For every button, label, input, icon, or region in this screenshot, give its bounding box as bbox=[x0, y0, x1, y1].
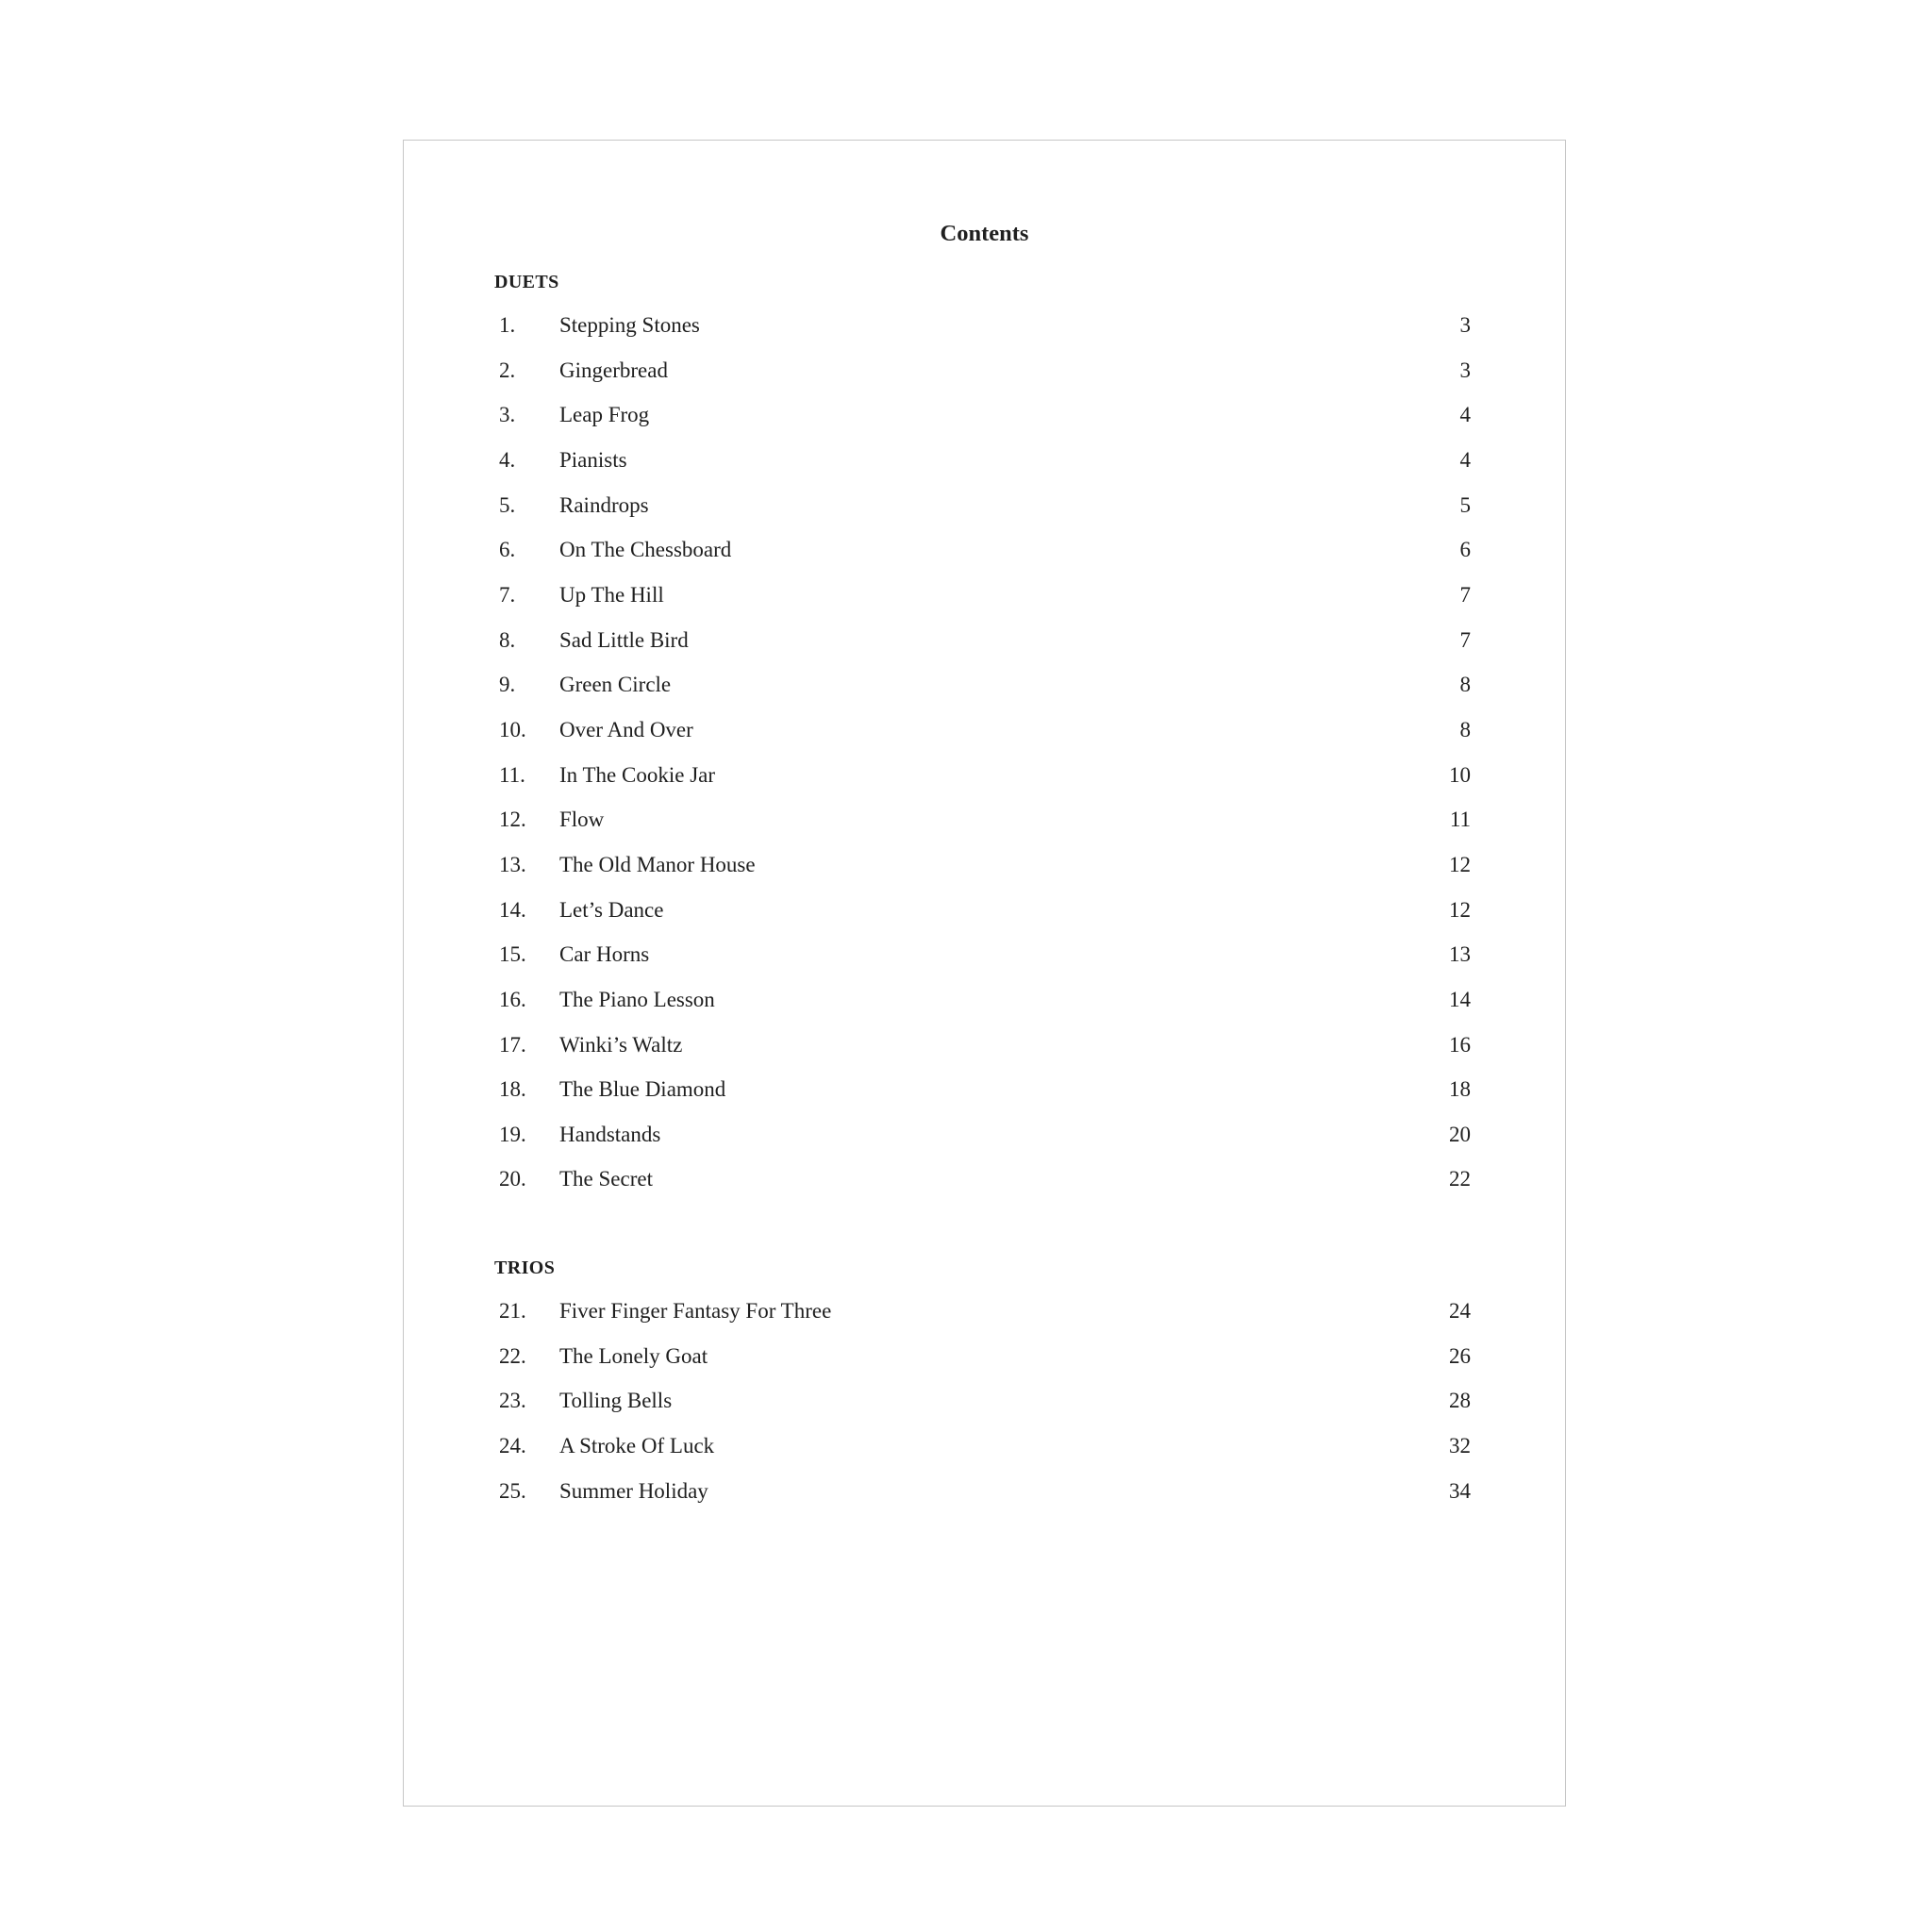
toc-entry-title: The Blue Diamond bbox=[559, 1077, 726, 1102]
toc-number: 24. bbox=[499, 1434, 526, 1458]
toc-entry-title: Raindrops bbox=[559, 492, 649, 517]
toc-row bbox=[494, 618, 1471, 663]
toc-row bbox=[494, 977, 1471, 1023]
toc-row bbox=[494, 708, 1471, 753]
toc-number: 22. bbox=[499, 1343, 526, 1368]
toc-entry-title: The Lonely Goat bbox=[559, 1343, 708, 1368]
toc-page-number: 8 bbox=[1459, 717, 1471, 741]
toc-entry-title: Summer Holiday bbox=[559, 1478, 708, 1503]
toc-entry-title: Winki’s Waltz bbox=[559, 1032, 683, 1057]
toc-row bbox=[494, 797, 1471, 842]
toc-page-number: 3 bbox=[1459, 313, 1471, 337]
toc-number: 14. bbox=[499, 897, 526, 922]
toc-entry-title: Up The Hill bbox=[559, 582, 664, 607]
toc-number: 20. bbox=[499, 1167, 526, 1191]
toc-page-number: 22 bbox=[1449, 1167, 1471, 1191]
toc-row bbox=[494, 1334, 1471, 1379]
toc-page-number: 5 bbox=[1459, 492, 1471, 517]
toc-number: 7. bbox=[499, 582, 516, 607]
toc-number: 8. bbox=[499, 627, 516, 652]
toc-entry-title: Car Horns bbox=[559, 942, 650, 967]
toc-page-number: 10 bbox=[1449, 762, 1471, 787]
toc-page-number: 8 bbox=[1459, 673, 1471, 697]
toc-entry-title: Green Circle bbox=[559, 673, 672, 697]
section-heading: DUETS bbox=[494, 272, 559, 292]
toc-number: 13. bbox=[499, 852, 526, 876]
toc-row bbox=[494, 1157, 1471, 1202]
document-page bbox=[403, 140, 1566, 1807]
toc-entry-title: The Old Manor House bbox=[559, 852, 756, 876]
toc-number: 3. bbox=[499, 403, 516, 427]
toc-row bbox=[494, 1289, 1471, 1334]
toc-number: 10. bbox=[499, 717, 526, 741]
toc-page-number: 6 bbox=[1459, 538, 1471, 562]
toc-number: 15. bbox=[499, 942, 526, 967]
toc-row bbox=[494, 1378, 1471, 1424]
toc-page-number: 18 bbox=[1449, 1077, 1471, 1102]
toc-row bbox=[494, 842, 1471, 888]
toc-number: 4. bbox=[499, 447, 516, 472]
toc-row bbox=[494, 527, 1471, 573]
toc-entry-title: Handstands bbox=[559, 1122, 661, 1146]
toc-number: 2. bbox=[499, 358, 516, 382]
toc-entry-title: In The Cookie Jar bbox=[559, 762, 716, 787]
toc-page-number: 28 bbox=[1449, 1389, 1471, 1413]
toc-number: 25. bbox=[499, 1478, 526, 1503]
toc-page-number: 14 bbox=[1449, 987, 1471, 1011]
toc-row bbox=[494, 438, 1471, 483]
toc-entry-title: The Secret bbox=[559, 1167, 653, 1191]
toc-number: 18. bbox=[499, 1077, 526, 1102]
toc-number: 16. bbox=[499, 987, 526, 1011]
toc-number: 12. bbox=[499, 808, 526, 832]
toc-page-number: 7 bbox=[1459, 582, 1471, 607]
toc-row bbox=[494, 1424, 1471, 1469]
toc-entry-title: The Piano Lesson bbox=[559, 987, 715, 1011]
toc-page-number: 11 bbox=[1449, 808, 1471, 832]
toc-row bbox=[494, 573, 1471, 618]
toc-number: 11. bbox=[499, 762, 525, 787]
toc-entry-title: Sad Little Bird bbox=[559, 627, 689, 652]
toc-entry-title: A Stroke Of Luck bbox=[559, 1434, 715, 1458]
toc-page-number: 7 bbox=[1459, 627, 1471, 652]
toc-entry-title: Flow bbox=[559, 808, 605, 832]
toc-row bbox=[494, 392, 1471, 438]
toc-page-number: 24 bbox=[1449, 1299, 1471, 1324]
toc-page-number: 26 bbox=[1449, 1343, 1471, 1368]
toc-row bbox=[494, 1023, 1471, 1068]
page-title: Contents bbox=[940, 221, 1029, 246]
toc-entry-title: Let’s Dance bbox=[559, 897, 664, 922]
toc-page-number: 32 bbox=[1449, 1434, 1471, 1458]
toc-row bbox=[494, 932, 1471, 977]
toc-row bbox=[494, 888, 1471, 933]
toc-entry-title: Gingerbread bbox=[559, 358, 668, 382]
toc-entry-title: Stepping Stones bbox=[559, 313, 700, 337]
toc-row bbox=[494, 303, 1471, 348]
section-heading: TRIOS bbox=[494, 1257, 556, 1279]
toc-entry-title: Tolling Bells bbox=[559, 1389, 673, 1413]
toc-row bbox=[494, 1469, 1471, 1514]
toc-entry-title: Over And Over bbox=[559, 717, 693, 741]
toc-number: 19. bbox=[499, 1122, 526, 1146]
toc-page-number: 16 bbox=[1449, 1032, 1471, 1057]
toc-entry-title: Fiver Finger Fantasy For Three bbox=[559, 1299, 832, 1324]
toc-page-number: 12 bbox=[1449, 897, 1471, 922]
toc-row bbox=[494, 483, 1471, 528]
toc-number: 5. bbox=[499, 492, 516, 517]
toc-page-number: 12 bbox=[1449, 852, 1471, 876]
toc-row bbox=[494, 1112, 1471, 1158]
toc-number: 21. bbox=[499, 1299, 526, 1324]
toc-section bbox=[494, 261, 1471, 1202]
toc-entry-title: Leap Frog bbox=[559, 403, 650, 427]
toc-row bbox=[494, 348, 1471, 393]
toc-page-number: 34 bbox=[1449, 1478, 1471, 1503]
toc-row bbox=[494, 662, 1471, 708]
toc-page-number: 3 bbox=[1459, 358, 1471, 382]
toc-page-number: 4 bbox=[1459, 403, 1471, 427]
toc-entry-title: On The Chessboard bbox=[559, 538, 732, 562]
toc-entry-title: Pianists bbox=[559, 447, 627, 472]
table-of-contents bbox=[494, 261, 1471, 1513]
toc-page-number: 13 bbox=[1449, 942, 1471, 967]
toc-page-number: 20 bbox=[1449, 1122, 1471, 1146]
toc-number: 1. bbox=[499, 313, 516, 337]
toc-number: 17. bbox=[499, 1032, 526, 1057]
toc-section bbox=[494, 1247, 1471, 1513]
toc-page-number: 4 bbox=[1459, 447, 1471, 472]
toc-number: 23. bbox=[499, 1389, 526, 1413]
toc-row bbox=[494, 1067, 1471, 1112]
toc-number: 6. bbox=[499, 538, 516, 562]
toc-number: 9. bbox=[499, 673, 516, 697]
toc-row bbox=[494, 753, 1471, 798]
